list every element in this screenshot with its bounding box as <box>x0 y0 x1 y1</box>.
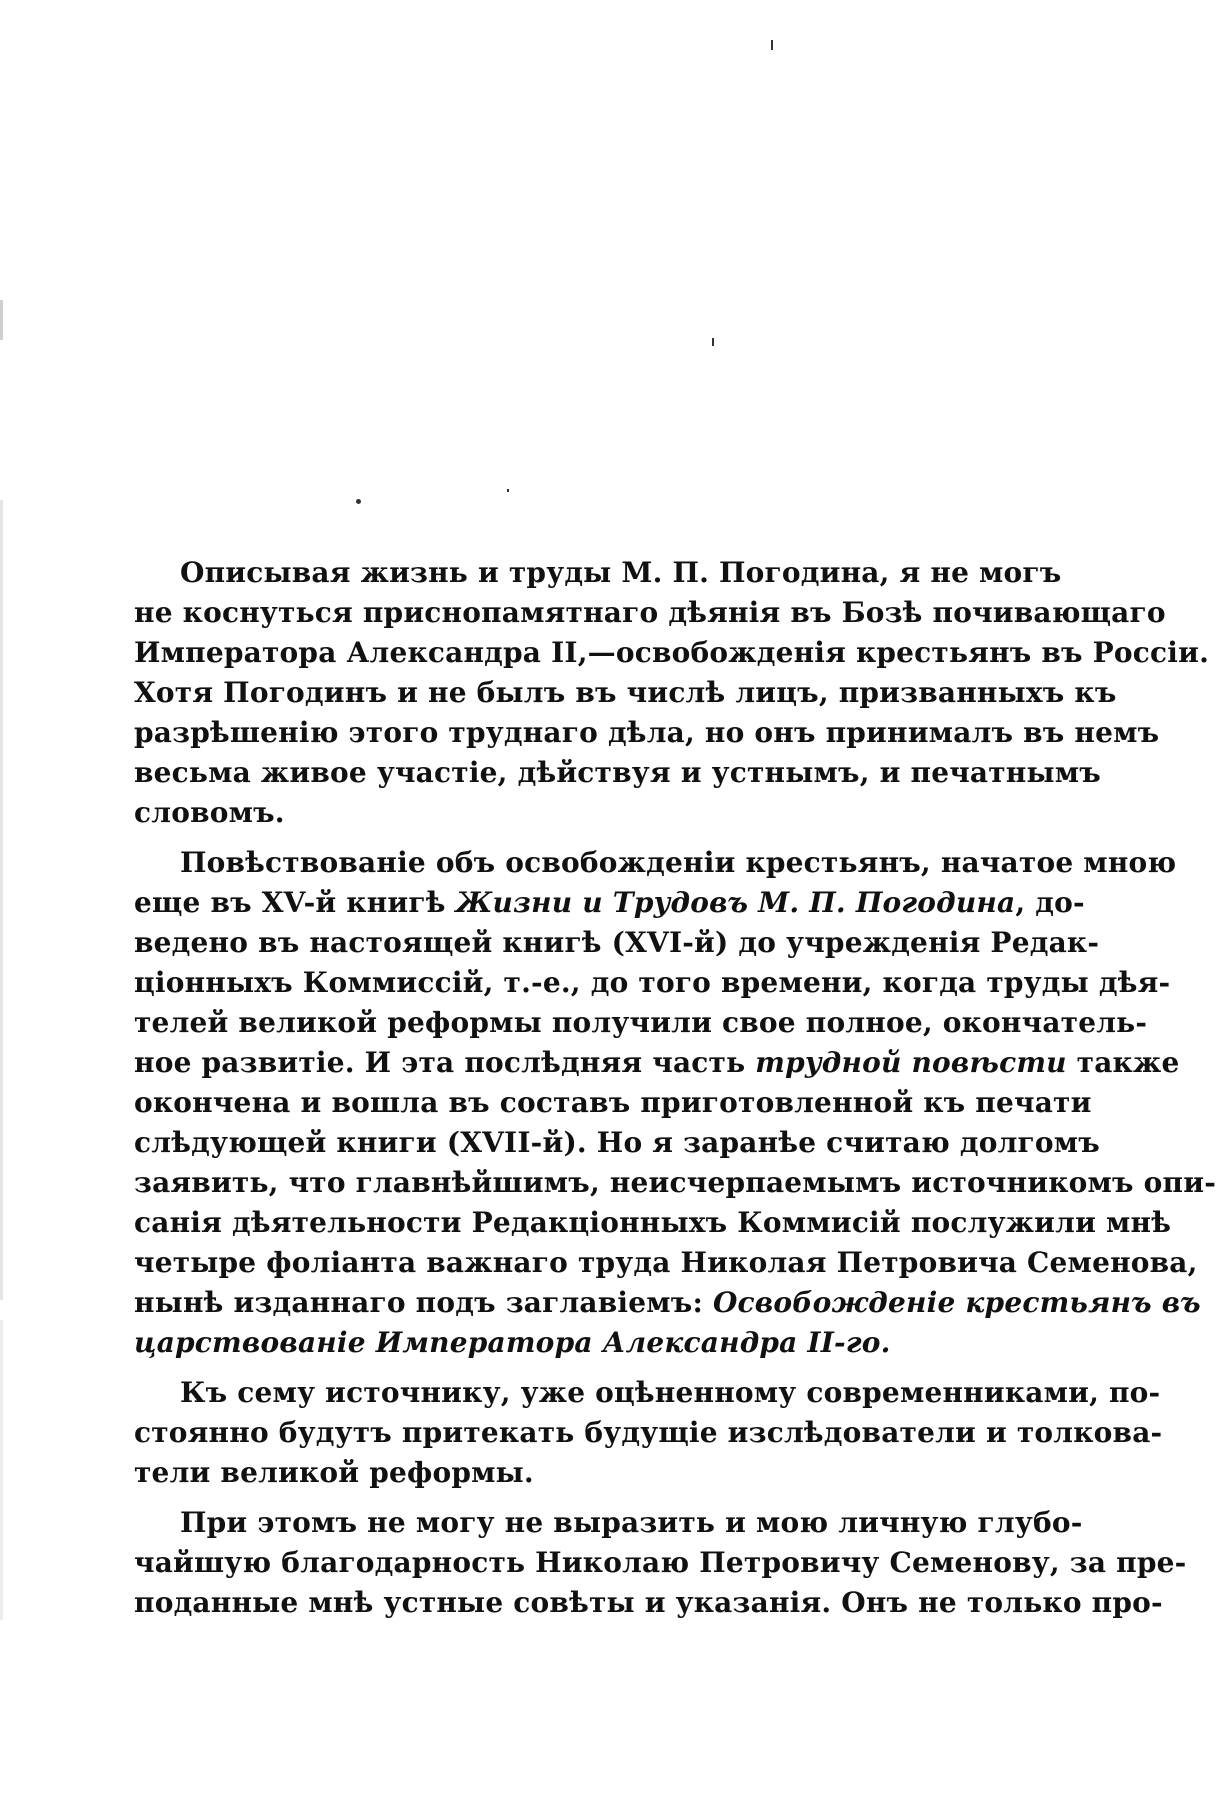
text-run: ное развитіе. И эта послѣдняя часть <box>134 1046 756 1079</box>
text-line: чайшую благодарность Николаю Петровичу Семенову, за пре- <box>134 1546 1187 1579</box>
text-line: Повѣствованіе объ освобожденіи крестьянъ, начатое мною <box>180 846 1177 879</box>
paragraph <box>134 1373 1163 1493</box>
page-edge-shadow <box>0 1320 3 1620</box>
text-line: телей великой реформы получили свое полное, окончатель- <box>134 1006 1148 1039</box>
text-line: поданные мнѣ устные совѣты и указанія. Онъ не только про- <box>134 1586 1163 1619</box>
body-text <box>134 553 1216 1623</box>
scan-speck <box>356 499 361 504</box>
text-line: тели великой реформы. <box>134 1456 534 1489</box>
text-line: Къ сему источнику, уже оцѣненному современниками, по- <box>180 1376 1161 1409</box>
text-line: четыре фоліанта важнаго труда Николая Петровича Семенова, <box>134 1246 1198 1279</box>
text-line <box>134 1283 1201 1323</box>
text-run: также <box>1066 1046 1180 1079</box>
text-line: Описывая жизнь и труды М. П. Погодина, я не могъ <box>180 556 1062 589</box>
text-run: еще въ XV-й книгѣ <box>134 886 456 919</box>
book-title-italic: царствованіе Императора Александра II-го. <box>134 1326 891 1359</box>
text-line: слѣдующей книги (XVII-й). Но я заранѣе считаю долгомъ <box>134 1126 1100 1159</box>
text-run: , до- <box>1015 886 1085 919</box>
text-line: ціонныхъ Коммиссій, т.-е., до того времени, когда труды дѣя- <box>134 966 1171 999</box>
text-line: Императора Александра II,—освобожденія крестьянъ въ Россіи. <box>134 636 1210 669</box>
text-line: окончена и вошла въ составъ приготовленной къ печати <box>134 1086 1092 1119</box>
text-line: При этомъ не могу не выразить и мою личную глубо- <box>180 1506 1083 1539</box>
scan-speck <box>771 40 773 50</box>
scan-speck <box>712 338 714 346</box>
text-line: весьма живое участіе, дѣйствуя и устнымъ, и печатнымъ <box>134 756 1101 789</box>
text-line: санія дѣятельности Редакціонныхъ Коммисій послужили мнѣ <box>134 1206 1172 1239</box>
text-line <box>134 883 1085 923</box>
text-line <box>134 1323 960 1363</box>
text-line: не коснуться приснопамятнаго дѣянія въ Бозѣ почивающаго <box>134 596 1166 629</box>
book-title-italic: Жизни и Трудовъ М. П. Погодина <box>455 886 1016 919</box>
text-line: ведено въ настоящей книгѣ (XVI-й) до учрежденія Редак- <box>134 926 1100 959</box>
text-run: нынѣ изданнаго подъ заглавіемъ: <box>134 1286 713 1319</box>
paragraph <box>134 553 1210 833</box>
paragraph <box>134 1503 1187 1623</box>
scan-speck <box>507 489 509 492</box>
text-line: словомъ. <box>134 796 285 829</box>
text-line <box>134 1043 1180 1083</box>
text-line: стоянно будутъ притекать будущіе изслѣдователи и толкова- <box>134 1416 1163 1449</box>
text-line: заявить, что главнѣйшимъ, неисчерпаемымъ источникомъ опи- <box>134 1166 1216 1199</box>
text-line: разрѣшенію этого труднаго дѣла, но онъ принималъ въ немъ <box>134 716 1160 749</box>
paragraph <box>134 843 1216 1363</box>
page-edge-shadow <box>0 300 3 340</box>
book-title-italic: Освобожденіе крестьянъ въ <box>712 1286 1201 1319</box>
text-line: Хотя Погодинъ и не былъ въ числѣ лицъ, призванныхъ къ <box>134 676 1117 709</box>
italic-phrase: трудной повѣсти <box>755 1046 1067 1079</box>
page-edge-shadow <box>0 500 3 1300</box>
